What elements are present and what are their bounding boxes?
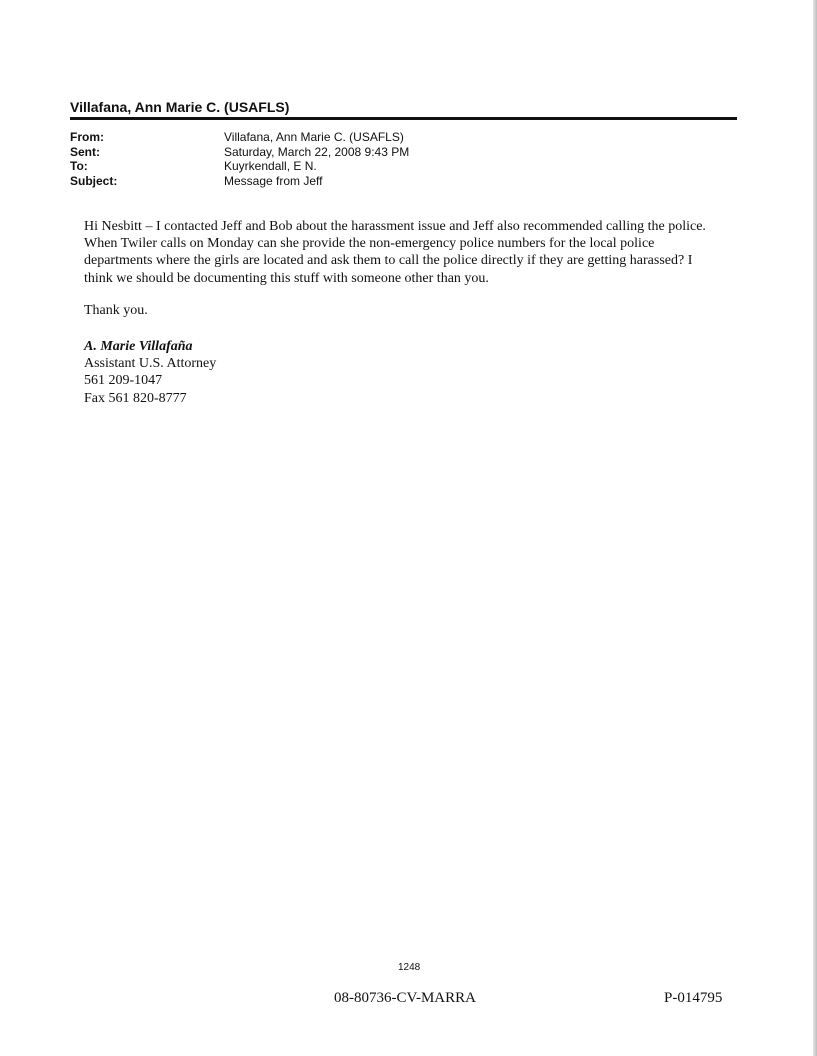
closing: Thank you. — [84, 303, 148, 318]
meta-label: Subject: — [70, 173, 118, 188]
email-header-name: Villafana, Ann Marie C. (USAFLS) — [70, 99, 290, 115]
body-line: Hi Nesbitt – I contacted Jeff and Bob about the harassment issue and Jeff also recommended calling the police. — [84, 219, 706, 234]
meta-label: Sent: — [70, 144, 100, 159]
header-rule — [70, 117, 737, 120]
body-line: When Twiler calls on Monday can she provide the non-emergency police numbers for the local police — [84, 236, 655, 252]
body-line: think we should be documenting this stuff with someone other than you. — [84, 270, 489, 286]
meta-label: From: — [70, 130, 104, 144]
meta-value-to: Kuyrkendall, E N. — [224, 159, 317, 173]
signature-block — [84, 338, 216, 407]
signature-phone: 561 209-1047 — [84, 373, 163, 389]
meta-value-sent: Saturday, March 22, 2008 9:43 PM — [224, 144, 410, 159]
page-number: 1248 — [398, 962, 421, 973]
bates-number: P-014795 — [664, 990, 723, 1006]
meta-label: To: — [70, 159, 88, 173]
meta-value-from: Villafana, Ann Marie C. (USAFLS) — [224, 130, 404, 144]
meta-row-sent — [70, 145, 409, 160]
scan-edge — [813, 0, 817, 1056]
signature-name: A. Marie Villafaña — [84, 339, 193, 354]
meta-value-subject: Message from Jeff — [224, 173, 323, 188]
signature-fax: Fax 561 820-8777 — [84, 390, 187, 406]
case-number: 08-80736-CV-MARRA — [334, 990, 476, 1006]
email-meta-block — [70, 130, 409, 188]
meta-row-to — [70, 159, 409, 174]
meta-row-from — [70, 130, 409, 145]
meta-row-subject — [70, 174, 409, 189]
signature-title: Assistant U.S. Attorney — [84, 356, 217, 372]
email-body — [84, 218, 744, 287]
body-line: departments where the girls are located and ask them to call the police directly if they are getting harassed? I — [84, 253, 693, 269]
